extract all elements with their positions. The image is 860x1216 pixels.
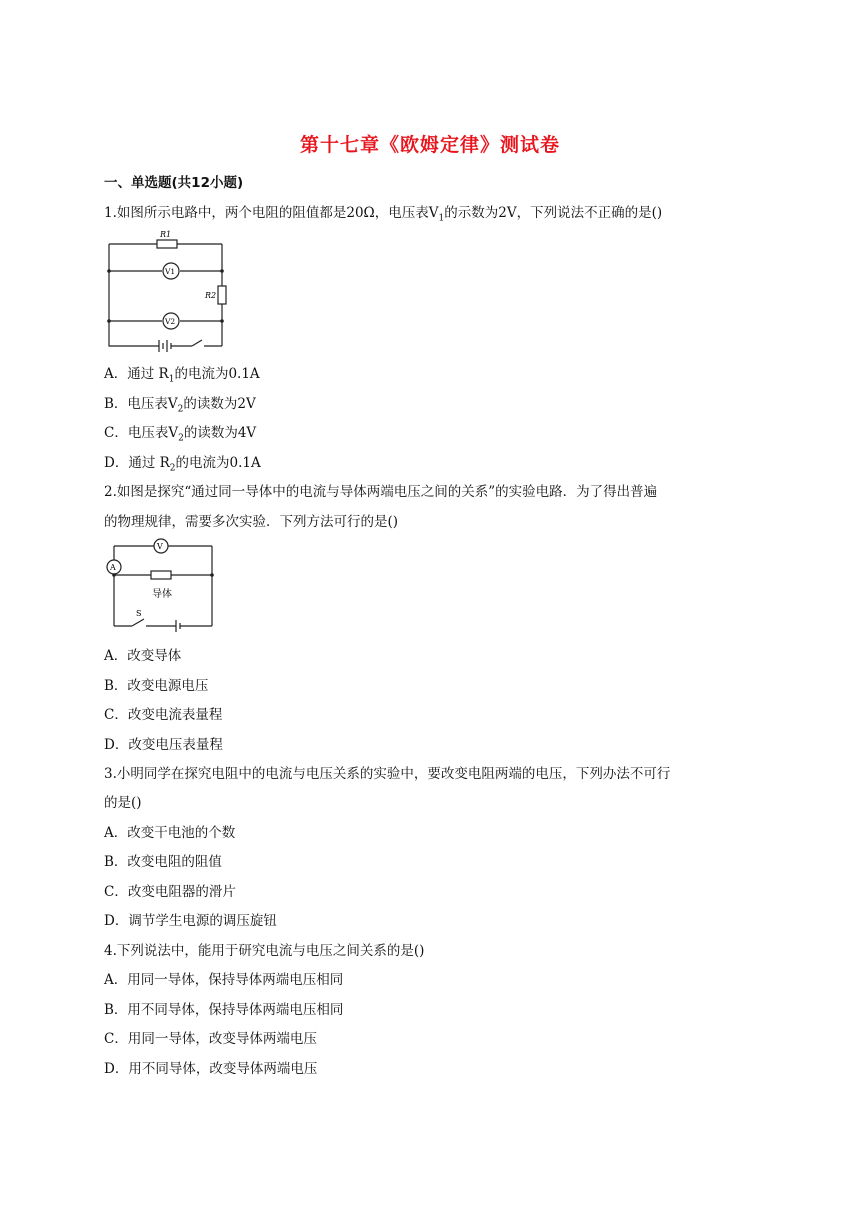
ammeter-label: A bbox=[110, 563, 116, 572]
question-3-stem-line-2: 的是() bbox=[104, 795, 142, 811]
conductor-label: 导体 bbox=[152, 589, 172, 600]
question-2-option-b: B．改变电源电压 bbox=[104, 678, 209, 694]
question-4-stem: 4.下列说法中，能用于研究电流与电压之间关系的是() bbox=[104, 943, 425, 959]
voltmeter-v1-label: V1 bbox=[165, 267, 176, 276]
question-4-option-b: B．用不同导体，保持导体两端电压相同 bbox=[104, 1002, 344, 1018]
question-3-option-b: B．改变电阻的阻值 bbox=[104, 854, 222, 870]
question-3-stem-line-1: 3.小明同学在探究电阻中的电流与电压关系的实验中，要改变电阻两端的电压，下列办法不可行 bbox=[104, 766, 671, 782]
question-1-option-d: D．通过 $R_2$的电流为0.1A bbox=[104, 455, 261, 474]
switch-label: S bbox=[136, 609, 142, 618]
question-3-option-d: D．调节学生电源的调压旋钮 bbox=[104, 913, 277, 929]
circuit-2-svg bbox=[104, 538, 220, 634]
question-2-stem-line-1: 2.如图是探究“通过同一导体中的电流与导体两端电压之间的关系”的实验电路．为了得出普遍 bbox=[104, 484, 658, 500]
question-2-circuit-diagram bbox=[104, 538, 220, 634]
question-3-option-a: A．改变干电池的个数 bbox=[104, 825, 236, 841]
question-4-option-a: A．用同一导体，保持导体两端电压相同 bbox=[104, 972, 344, 988]
question-4-option-d: D．用不同导体，改变导体两端电压 bbox=[104, 1061, 318, 1077]
question-2-option-a: A．改变导体 bbox=[104, 648, 182, 664]
section-heading: 一、单选题(共12小题) bbox=[104, 175, 244, 191]
question-3-option-c: C．改变电阻器的滑片 bbox=[104, 884, 236, 900]
question-1-option-c: C．电压表$V_2$的读数为4V bbox=[104, 425, 257, 444]
question-4-option-c: C．用同一导体，改变导体两端电压 bbox=[104, 1031, 317, 1047]
voltmeter-label: V bbox=[157, 542, 163, 551]
question-2-option-d: D．改变电压表量程 bbox=[104, 737, 223, 753]
r1-label: R1 bbox=[160, 230, 172, 239]
question-2-option-c: C．改变电流表量程 bbox=[104, 707, 223, 723]
question-1-option-a: A．通过 $R_1$的电流为0.1A bbox=[104, 366, 260, 385]
circuit-1-svg bbox=[104, 226, 234, 354]
question-2-stem-line-2: 的物理规律，需要多次实验．下列方法可行的是() bbox=[104, 514, 399, 530]
page-title: 第十七章《欧姆定律》测试卷 bbox=[299, 134, 560, 156]
question-1-option-b: B．电压表$V_2$的读数为2V bbox=[104, 396, 256, 415]
question-1-stem: 1.如图所示电路中，两个电阻的阻值都是20Ω，电压表$V_1$的示数为2V，下列说法不正确的是() bbox=[104, 205, 663, 224]
r2-label: R2 bbox=[205, 291, 217, 300]
question-1-circuit-diagram bbox=[104, 226, 234, 354]
voltmeter-v2-label: V2 bbox=[165, 317, 176, 326]
